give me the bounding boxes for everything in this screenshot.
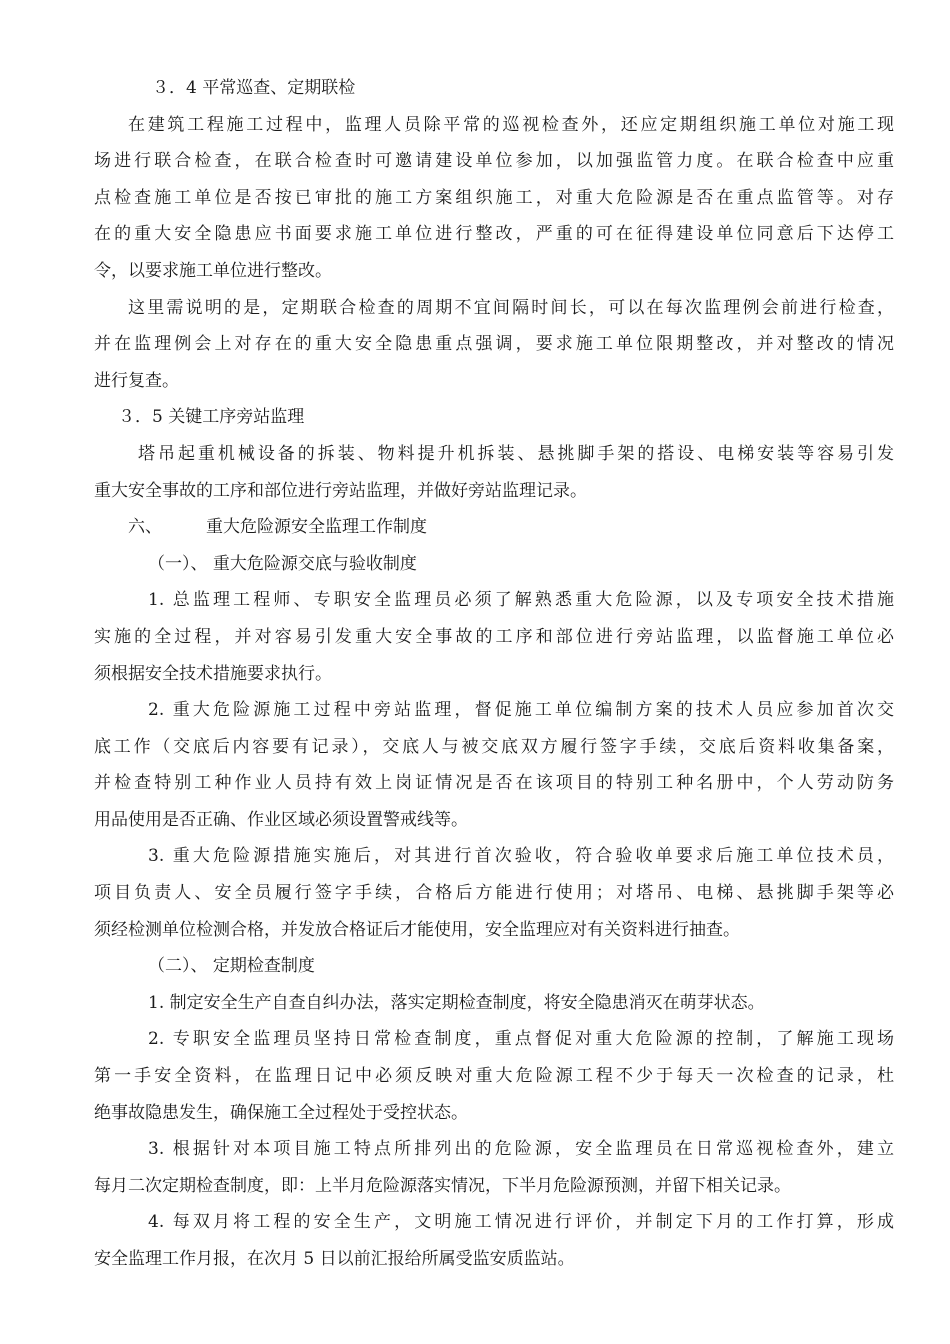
subheading-2: （二）、 定期检查制度 <box>148 956 315 977</box>
paragraph-side-station <box>94 436 894 509</box>
paragraph-line: 并在监理例会上对存在的重大安全隐患重点强调，要求施工单位限期整改，并对整改的情况 <box>94 334 894 355</box>
list-item-line: 底工作（交底后内容要有记录），交底人与被交底双方履行签字手续，交底后资料收集备案， <box>94 736 894 757</box>
list-item-line: 绝事故隐患发生，确保施工全过程处于受控状态。 <box>94 1102 468 1123</box>
list-item-line: 第一手安全资料，在监理日记中必须反映对重大危险源工程不少于每天一次检查的记录，杜 <box>94 1066 894 1087</box>
paragraph-line: 场进行联合检查，在联合检查时可邀请建设单位参加，以加强监管力度。在联合检查中应重 <box>94 151 894 172</box>
list-item-line: 安全监理工作月报，在次月 5 日以前汇报给所属受监安质监站。 <box>94 1249 575 1269</box>
paragraph-line: 在建筑工程施工过程中，监理人员除平常的巡视检查外，还应定期组织施工单位对施工现 <box>128 114 894 135</box>
paragraph-line: 点检查施工单位是否按已审批的施工方案组织施工，对重大危险源是否在重点监管等。对存 <box>94 187 894 208</box>
list-item <box>94 582 894 692</box>
list-item-line: 须经检测单位检测合格，并发放合格证后才能使用，安全监理应对有关资料进行抽查。 <box>94 919 740 940</box>
paragraph-line: 塔吊起重机械设备的拆装、物料提升机拆装、悬挑脚手架的搭设、电梯安装等容易引发 <box>138 443 894 464</box>
list-item <box>94 838 894 948</box>
section-title: 重大危险源安全监理工作制度 <box>206 517 427 538</box>
list-item-line: 实施的全过程，并对容易引发重大安全事故的工序和部位进行旁站监理，以监督施工单位必 <box>94 626 894 647</box>
paragraph-line: 进行复查。 <box>94 370 179 391</box>
paragraph-line: 令，以要求施工单位进行整改。 <box>94 260 332 281</box>
heading-section-6 <box>128 509 894 546</box>
list-item-line: 1. 总监理工程师、专职安全监理员必须了解熟悉重大危险源，以及专项安全技术措施 <box>148 590 894 611</box>
list-item-line: 3. 根据针对本项目施工特点所排列出的危险源，安全监理员在日常巡视检查外，建立 <box>148 1139 894 1160</box>
heading-3-4: ３．4 平常巡查、定期联检 <box>152 78 356 98</box>
subheading-1: （一）、 重大危险源交底与验收制度 <box>148 553 417 574</box>
heading-3-5: ３．5 关键工序旁站监理 <box>118 407 305 428</box>
paragraph-line: 这里需说明的是，定期联合检查的周期不宜间隔时间长，可以在每次监理例会前进行检查， <box>128 297 894 318</box>
list-item-line: 3. 重大危险源措施实施后，对其进行首次验收，符合验收单要求后施工单位技术员， <box>148 846 894 867</box>
list-item-line: 2. 重大危险源施工过程中旁站监理，督促施工单位编制方案的技术人员应参加首次交 <box>148 700 894 721</box>
paragraph-inspection <box>94 107 894 290</box>
paragraph-note <box>94 290 894 400</box>
list-item-line: 项目负责人、安全员履行签字手续，合格后方能进行使用；对塔吊、电梯、悬挑脚手架等必 <box>94 883 894 904</box>
list-item-line: 每月二次定期检查制度，即：上半月危险源落实情况，下半月危险源预测，并留下相关记录。 <box>94 1175 791 1196</box>
list-item-line: 并检查特别工种作业人员持有效上岗证情况是否在该项目的特别工种名册中，个人劳动防务 <box>94 773 894 794</box>
section-number: 六、 <box>128 517 162 538</box>
list-item <box>94 1131 894 1204</box>
list-item-line: 须根据安全技术措施要求执行。 <box>94 663 332 684</box>
list-item <box>94 985 894 1022</box>
list-item-line: 用品使用是否正确、作业区域必须设置警戒线等。 <box>94 809 468 830</box>
list-item-line: 2. 专职安全监理员坚持日常检查制度，重点督促对重大危险源的控制，了解施工现场 <box>148 1029 894 1050</box>
paragraph-line: 在的重大安全隐患应书面要求施工单位进行整改，严重的可在征得建设单位同意后下达停工 <box>94 224 894 245</box>
list-item <box>94 1021 894 1131</box>
list-item <box>94 692 894 838</box>
list-item <box>94 1204 894 1277</box>
list-item-line: 4. 每双月将工程的安全生产，文明施工情况进行评价，并制定下月的工作打算，形成 <box>148 1212 894 1233</box>
paragraph-line: 重大安全事故的工序和部位进行旁站监理，并做好旁站监理记录。 <box>94 480 587 501</box>
list-item-line: 1. 制定安全生产自查自纠办法，落实定期检查制度，将安全隐患消灭在萌芽状态。 <box>148 992 765 1013</box>
